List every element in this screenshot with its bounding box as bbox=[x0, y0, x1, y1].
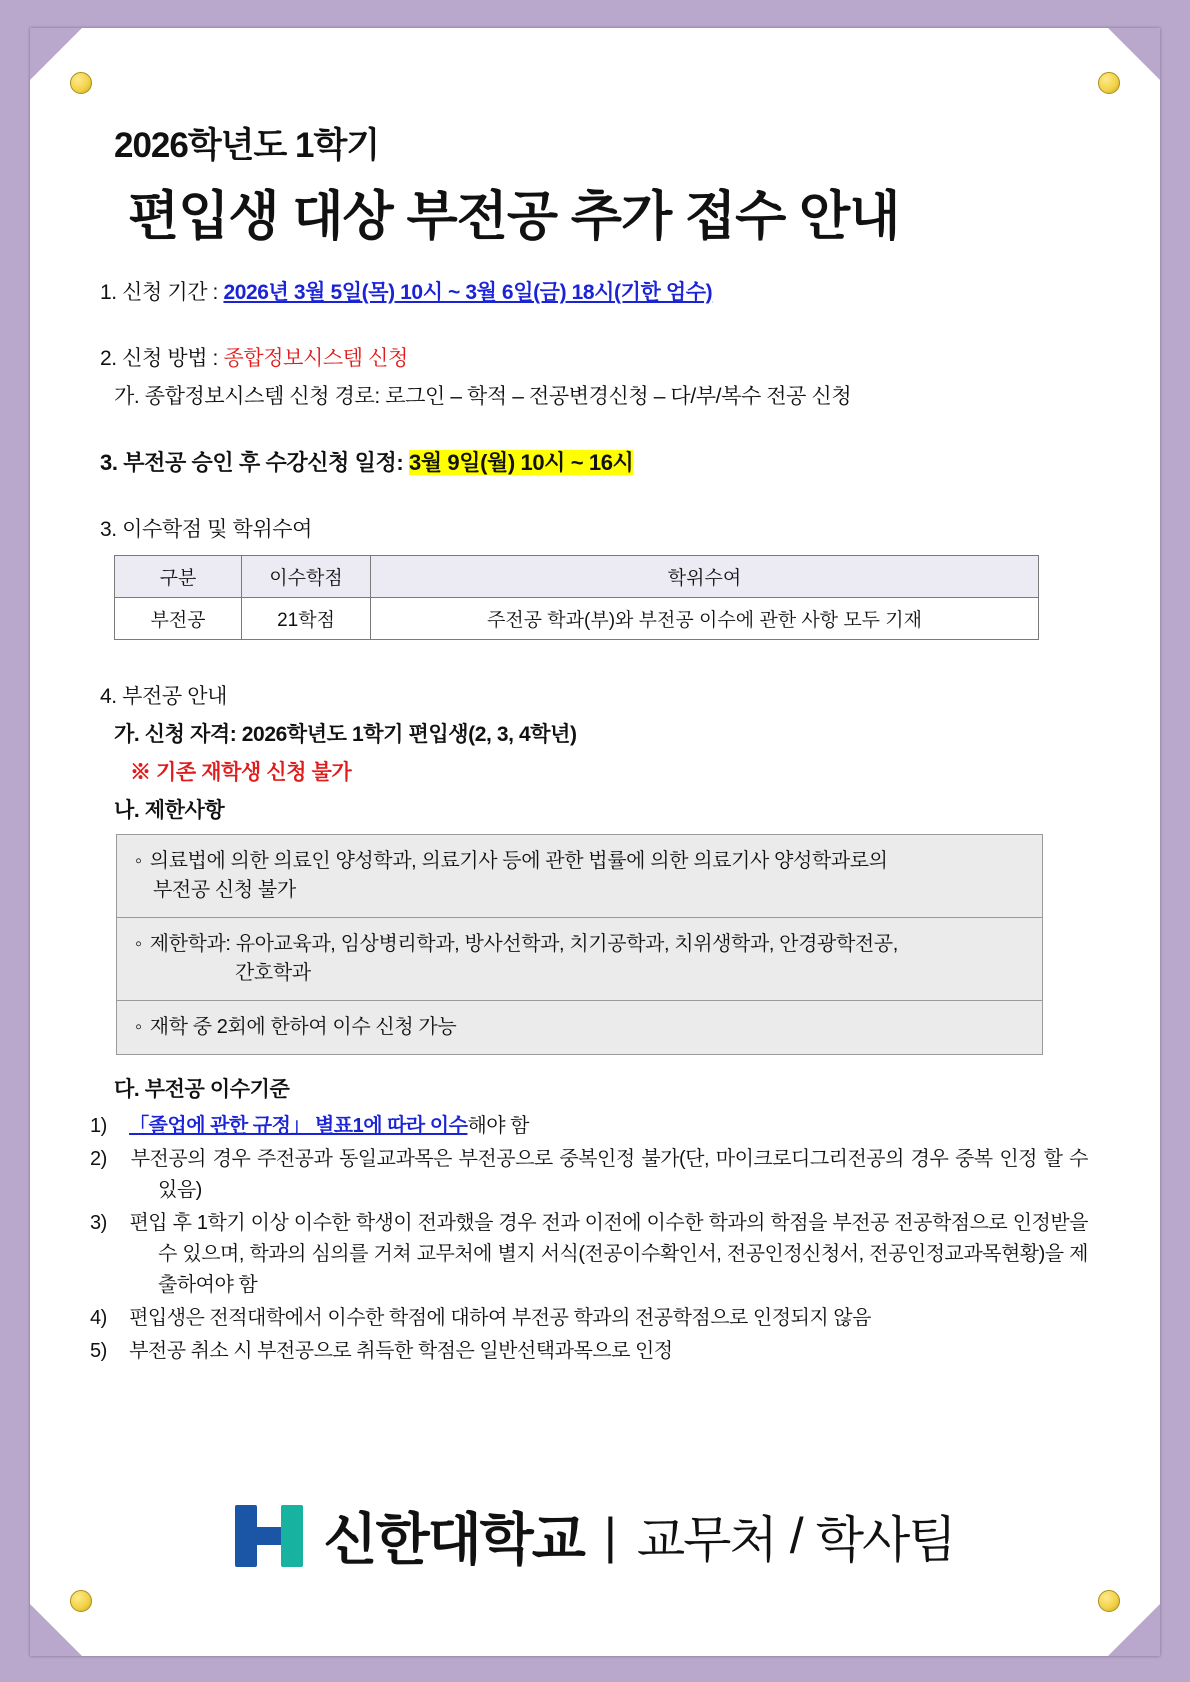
column-header-credits: 이수학점 bbox=[242, 556, 371, 598]
list-item: 4) 편입생은 전적대학에서 이수한 학점에 대하여 부전공 학과의 전공학점으로 인정되지 않음 bbox=[90, 1307, 871, 1329]
list-item: 1) 「졸업에 관한 규정」 별표1에 따라 이수해야 함 bbox=[90, 1115, 529, 1137]
bullet-icon: ◦ bbox=[135, 1016, 142, 1038]
criteria-label: 다. 부전공 이수기준 bbox=[114, 1078, 290, 1101]
table-header-row bbox=[115, 556, 1039, 598]
list-item bbox=[117, 918, 1042, 1001]
page-subtitle: 2026학년도 1학기 bbox=[114, 126, 380, 165]
logo-slash: / bbox=[789, 1508, 802, 1564]
list-item: 3) 편입 후 1학기 이상 이수한 학생이 전과했을 경우 전과 이전에 이수한 학과의 학점을 부전공 전공학점으로 인정받을 수 있으며, 학과의 심의를 거쳐 교무처에 별지 서식(전공이수확인서, 전공인정신청서, 전공인정교과목현황)을 제출하여야 함 bbox=[90, 1212, 1088, 1296]
restriction-text-line2: 간호학과 bbox=[235, 962, 311, 984]
criteria-text: 편입 후 1학기 이상 이수한 학생이 전과했을 경우 전과 이전에 이수한 학과의 학점을 부전공 전공학점으로 인정받을 수 있으며, 학과의 심의를 거쳐 교무처에 별지 서식(전공이수확인서, 전공인정신청서, 전공인정교과목현황)을 제출하여야 함 bbox=[129, 1212, 1088, 1296]
criteria-text: 부전공 취소 시 부전공으로 취득한 학점은 일반선택과목으로 인정 bbox=[129, 1340, 673, 1362]
column-header-degree: 학위수여 bbox=[371, 556, 1039, 598]
page-title: 편입생 대상 부전공 추가 접수 안내 bbox=[128, 187, 900, 246]
team-name: 학사팀 bbox=[815, 1512, 955, 1568]
bullet-icon: ◦ bbox=[135, 933, 142, 955]
column-header-category: 구분 bbox=[115, 556, 242, 598]
application-method-value: 종합정보시스템 신청 bbox=[223, 347, 408, 370]
eligibility-line: 가. 신청 자격: 2026학년도 1학기 편입생(2, 3, 4학년) bbox=[114, 723, 577, 746]
cell-category: 부전공 bbox=[115, 598, 242, 640]
list-item: 5) 부전공 취소 시 부전공으로 취득한 학점은 일반선택과목으로 인정 bbox=[90, 1340, 673, 1362]
list-item: 2) 부전공의 경우 주전공과 동일교과목은 부전공으로 중복인정 불가(단, 마이크로디그리전공의 경우 중복 인정 할 수 있음) bbox=[90, 1148, 1088, 1201]
bullet-icon: ◦ bbox=[135, 850, 142, 872]
logo-divider: | bbox=[603, 1508, 617, 1564]
cell-degree: 주전공 학과(부)와 부전공 이수에 관한 사항 모두 기재 bbox=[371, 598, 1039, 640]
restriction-text-line1: 의료법에 의한 의료인 양성학과, 의료기사 등에 관한 법률에 의한 의료기사 양성학과로의 bbox=[149, 850, 888, 872]
university-logo-icon bbox=[235, 1505, 309, 1567]
restrictions-label: 나. 제한사항 bbox=[114, 799, 225, 822]
restrictions-box bbox=[116, 834, 1043, 1055]
table-row bbox=[115, 598, 1039, 640]
restriction-text-line1: 제한학과: 유아교육과, 임상병리학과, 방사선학과, 치기공학과, 치위생학과, 안경광학전공, bbox=[149, 933, 898, 955]
section-application-method bbox=[100, 342, 1090, 372]
criteria-text: 편입생은 전적대학에서 이수한 학점에 대하여 부전공 학과의 전공학점으로 인정되지 않음 bbox=[129, 1307, 871, 1329]
list-item bbox=[117, 835, 1042, 918]
section-credits-degree-label: 3. 이수학점 및 학위수여 bbox=[100, 518, 312, 541]
section-2-label: 2. 신청 방법 : bbox=[100, 347, 224, 370]
section-course-registration-schedule bbox=[100, 446, 1090, 477]
section-minor-guide-label: 4. 부전공 안내 bbox=[100, 685, 228, 708]
eligibility-note: ※ 기존 재학생 신청 불가 bbox=[130, 761, 352, 784]
criteria-text: 부전공의 경우 주전공과 동일교과목은 부전공으로 중복인정 불가(단, 마이크로디그리전공의 경우 중복 인정 할 수 있음) bbox=[130, 1148, 1088, 1201]
cell-credits: 21학점 bbox=[242, 598, 371, 640]
restriction-text-line1: 재학 중 2회에 한하여 이수 신청 가능 bbox=[149, 1016, 457, 1038]
application-path: 가. 종합정보시스템 신청 경로: 로그인 – 학적 – 전공변경신청 – 다/부/복수 전공 신청 bbox=[114, 385, 852, 408]
credits-degree-table bbox=[114, 555, 1039, 640]
list-item bbox=[117, 1001, 1042, 1054]
footer-logo bbox=[30, 1496, 1160, 1576]
section-3-label: 3. 부전공 승인 후 수강신청 일정: bbox=[100, 450, 409, 475]
application-period-value: 2026년 3월 5일(목) 10시 ~ 3월 6일(금) 18시(기한 엄수) bbox=[223, 281, 713, 304]
criteria-highlight: 「졸업에 관한 규정」 별표1에 따라 이수 bbox=[129, 1115, 468, 1137]
document-body bbox=[30, 28, 1160, 1656]
criteria-text: 해야 함 bbox=[467, 1115, 529, 1137]
office-name: 교무처 bbox=[636, 1512, 776, 1568]
university-name: 신한대학교 bbox=[323, 1508, 584, 1571]
course-registration-date: 3월 9일(월) 10시 ~ 16시 bbox=[408, 450, 634, 475]
section-application-period bbox=[100, 276, 1090, 306]
restriction-text-line2: 부전공 신청 불가 bbox=[153, 879, 296, 901]
section-1-label: 1. 신청 기간 : bbox=[100, 281, 224, 304]
